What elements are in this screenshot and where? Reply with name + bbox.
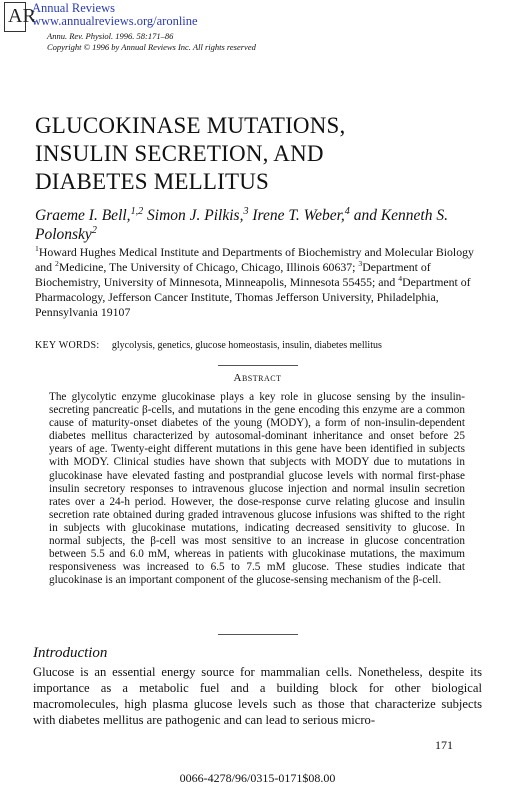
brand-link[interactable]: Annual Reviews bbox=[32, 1, 115, 15]
citation-line: Annu. Rev. Physiol. 1996. 58:171–86 bbox=[47, 31, 174, 41]
keywords-label: KEY WORDS: bbox=[35, 340, 100, 351]
abstract-heading: Abstract bbox=[233, 372, 282, 384]
author-affil-marker: 4 bbox=[344, 205, 350, 217]
keywords bbox=[35, 340, 495, 352]
affil-text: Howard Hughes Medical Institute and Departments of Biochemistry and Molecular Biology and bbox=[35, 245, 474, 274]
author-affil-marker: 1,2 bbox=[130, 205, 144, 217]
affil-text: Medicine, The University of Chicago, Chicago, Illinois 60637; bbox=[58, 260, 359, 274]
title-line: INSULIN SECRETION, AND bbox=[35, 141, 324, 166]
affil-marker: 2 bbox=[54, 259, 59, 269]
author-affil-marker: 3 bbox=[243, 205, 249, 217]
title-line: DIABETES MELLITUS bbox=[35, 169, 270, 194]
publisher-header bbox=[4, 2, 198, 32]
title-line: GLUCOKINASE MUTATIONS, bbox=[35, 113, 346, 138]
page-number: 171 bbox=[435, 738, 453, 752]
affil-marker: 4 bbox=[398, 274, 403, 284]
affil-marker: 1 bbox=[35, 244, 39, 254]
annual-reviews-logo bbox=[4, 2, 36, 32]
author-name: Graeme I. Bell, bbox=[35, 207, 131, 224]
affil-text: Department of Pharmacology, Jefferson Cancer Institute, Thomas Jefferson University, Philadelphia, Pennsylvania 19107 bbox=[35, 275, 471, 319]
citation-block bbox=[47, 31, 256, 53]
abstract-top-rule bbox=[218, 365, 298, 366]
copyright-line: Copyright © 1996 by Annual Reviews Inc. All rights reserved bbox=[47, 42, 256, 52]
abstract-bottom-rule bbox=[218, 634, 298, 635]
abstract-text: The glycolytic enzyme glucokinase plays a key role in glucose sensing by the insulin-secreting pancreatic β-cells, and mutations in the gene encoding this enzyme are a common cause of maturity-onset diabetes of the young (MODY), a form of non-insulin-dependent diabetes mellitus characterized by autosomal-dominant inheritance and onset before 25 years of age. Twenty-eight different mutations in this gene have been identified in subjects with MODY. Clinical studies have shown that subjects with MODY due to mutations in glucokinase have elevated fasting and postprandial glucose levels with normal first-phase insulin secretory responses to intravenous glucose injection and normal insulin secretion rates over a 24-h period. However, the dose-response curve relating glucose and insulin secretion rate obtained during graded intravenous glucose infusions was shifted to the right in subjects with glucokinase mutations, indicating decreased sensitivity to glucose. In normal subjects, the β-cell was most sensitive to an increase in glucose concentration between 5.5 and 6.0 mM, whereas in patients with glucokinase mutations, the maximum responsiveness was increased to 6.5 to 7.5 mM glucose. These studies indicate that glucokinase is an important component of the glucose-sensing mechanism of the β-cell. bbox=[49, 391, 465, 587]
author-name: Simon J. Pilkis, bbox=[143, 207, 244, 224]
author-list bbox=[35, 206, 485, 244]
publisher-links bbox=[32, 2, 198, 28]
intro-text: Glucose is an essential energy source for mammalian cells. Nonetheless, despite its importance as a metabolic fuel and a building block for other biological macromolecules, high plasma glucose levels such as those that characterize subjects with diabetes mellitus are pathogenic and can lead to serious micro- bbox=[33, 665, 482, 727]
logo-letters: AR bbox=[8, 5, 36, 27]
affiliations bbox=[35, 245, 485, 320]
section-heading: Introduction bbox=[33, 645, 108, 661]
affil-text: Department of Biochemistry, University of Minnesota, Minneapolis, Minnesota 55455; and bbox=[35, 260, 431, 289]
url-link[interactable]: www.annualreviews.org/aronline bbox=[32, 14, 198, 28]
article-title bbox=[35, 112, 346, 196]
author-name: Irene T. Weber, bbox=[248, 207, 345, 224]
footer-code: 0066-4278/96/0315-0171$08.00 bbox=[179, 771, 336, 785]
keywords-list: glycolysis, genetics, glucose homeostasis, insulin, diabetes mellitus bbox=[111, 340, 382, 351]
affil-marker: 3 bbox=[358, 259, 363, 269]
author-name: and Kenneth S. Polonsky bbox=[35, 207, 448, 243]
author-affil-marker: 2 bbox=[91, 224, 97, 236]
